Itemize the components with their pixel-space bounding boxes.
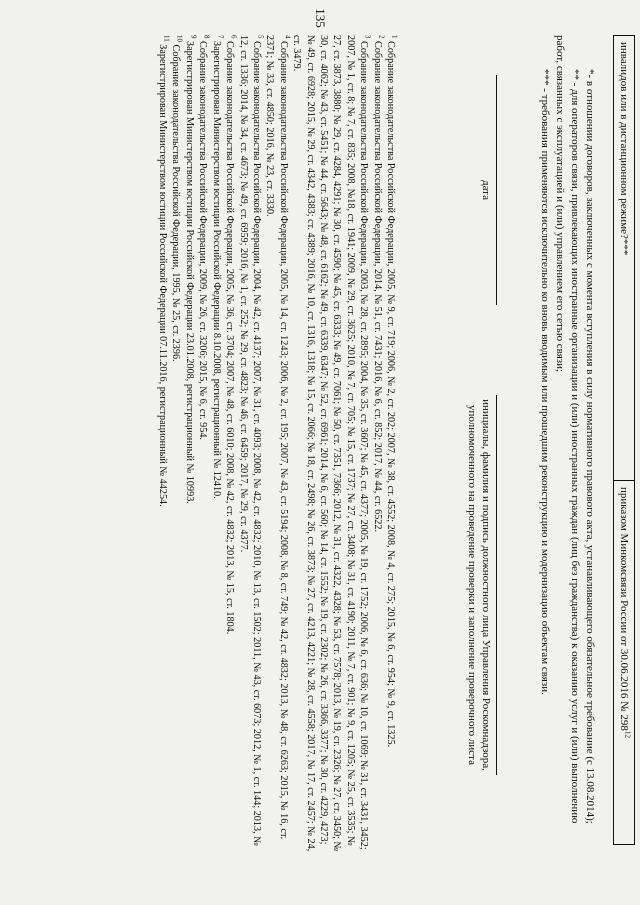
footnote-2: $^2$ Собрание законодательства Российской Федерации, 2014, № 51, ст. 7431; 2016, № 6, ст. 852; 2017, № 44, ст. 6522.	[371, 35, 385, 533]
footnote-1: $^1$ Собрание законодательства Российской Федерации, 2005, № 9, ст. 719; 2006, № 2, ст. 202; 2007, № 38, ст. 4552; 2008, № 4, ст. 275; 2015, № 6, ст. 954; № 9, ст. 1325.	[385, 35, 399, 748]
footnote-7: $^7$ Зарегистрирован Министерством юстиции Российской Федерации 8.10.2008, регистрационный № 12410.	[210, 35, 225, 499]
official-caption: инициалы, фамилия и подпись должностного лица Управления Роскомнадзора, уполномоченного на проведение проверки и заполнение проверочного листа	[466, 399, 492, 771]
footnote-10: $^{10}$ Собрание законодательства Российской Федерации, 1995, № 25, ст. 2396.	[170, 35, 184, 362]
footnote-6: $^6$ Собрание законодательства Российской Федерации, 2005, № 36, ст. 3704; 2007, № 48, ст. 6010; 2008, № 42, ст. 4832; 2013, № 15, ст. 1804.	[224, 35, 238, 635]
footnote-8: $^8$ Собрание законодательства Российской Федерации, 2009, № 26, ст. 3206; 2015, № 6, ст. 954.	[197, 35, 211, 440]
signature-block	[397, 35, 507, 845]
footnote-ref: 12	[623, 730, 632, 738]
note-2: ** - для операторов связи, привлекающих иностранные организации и (или) иностранных граждан (лиц без гражданства) к оказанию услуг и (или) выполнению работ, связанных с эксплуатацией и (или) управлением его сетью связи;	[554, 35, 581, 824]
footnote-4: $^4$ Собрание законодательства Российской Федерации, 2005, № 14, ст. 1243; 2006, № 2, ст. 195; 2007, № 43, ст. 5194; 2008, № 8, ст. 749; № 42, ст. 4832; 2013, № 48, ст. 6263; 2015, № 16, ст. 2371; № 33, ст. 4850; 2016, № 23, ст. 3330.	[264, 35, 292, 840]
note-1: *- в отношении договоров, заключенных с момента вступления в силу нормативного правового акта, устанавливающего обязательное требование (с 13.08.2014);	[584, 69, 596, 824]
page-number: 135	[313, 8, 328, 28]
reference-text: приказом Минкомсвязи России от 30.06.2016 № 298	[618, 486, 630, 731]
asterisk-notes	[537, 35, 597, 845]
footnotes	[156, 35, 397, 855]
question-cell: инвалидов или в дистанционном режиме?***	[614, 36, 635, 481]
rotated-page-content	[75, 35, 635, 870]
footnote-11: $^{11}$ Зарегистрирован Министерством юстиции Российской Федерации 07.11.2016, регистрационный № 44254.	[157, 35, 171, 507]
signature-line	[496, 395, 497, 775]
footnote-9: $^9$ Зарегистрирован Министерством юстиции Российской Федерации 23.01.2008, регистрационный № 10993.	[183, 35, 198, 504]
note-3: *** - требования применяются исключительно ко вновь вводимым или прошедшим реконструкцию и модернизацию объектам связи.	[539, 69, 551, 695]
date-line	[496, 75, 497, 305]
table-row	[614, 36, 635, 845]
reference-cell	[614, 480, 635, 844]
footnote-5: $^5$ Собрание законодательства Российской Федерации, 2004, № 42, ст. 4137; 2007, № 31, ст. 4093; 2008, № 42, ст. 4832; 2010, № 13, ст. 1502; 2011, № 43, ст. 6073; 2012, № 1, ст. 144; 2013, № 12, ст. 1336; 2014, № 34, ст. 4673; № 49, ст. 6959; 2016, № 1, ст. 252; № 29, ст. 4823; № 46, ст. 6459; 2017, № 29, ст. 4377.	[237, 35, 265, 846]
checklist-table-fragment	[613, 35, 635, 845]
footnote-3: $^3$ Собрание законодательства Российской Федерации, 2003, № 28, ст. 2895; 2004, № 35, ст. 3607; № 45, ст. 4377; 2005, № 19, ст. 1752; 2006, № 6, ст. 636; № 10, ст. 1069; № 31, ст. 3431, 3452; 2007, № 1, ст. 8; № 7, ст. 835; 2008, №18, ст. 1941; 2009, № 29, ст. 3625; 2010, № 7, ст. 705; № 15, ст. 1737; № 27, ст. 3408; № 31, ст. 4190; 2011, № 7, ст. 901; № 9, ст. 1205; № 25, ст. 3535; № 27, ст. 3873, 3880; № 29, ст. 4284, 4291; № 30, ст. 4590; № 45, ст. 6333; № 49, ст. 7061; № 50, ст. 7351, 7366; 2012, № 31, ст. 4322, 4328; № 53, ст. 7578; 2013, № 19, ст. 2326; № 27, ст. 3450; № 30, ст. 4062; № 43, ст. 5451; № 44, ст. 5643; № 48, ст. 6162; № 49, ст. 6339, 6347; № 52, ст. 6961; 2014, № 6, ст. 560; № 14, ст. 1552; № 19, ст. 2302; № 26, ст. 3366, 3377; № 30, ст. 4229, 4273; № 49, ст. 6928; 2015, № 29, ст. 4342, 4383; ст. 4389; 2016, № 10, ст. 1316, 1318; № 15, ст. 2066; № 18, ст. 2498; № 26, ст. 3873; № 27, ст. 4213, 4221; № 28, ст. 4558; 2017, № 17, ст. 2457; № 24, ст. 3479.	[291, 35, 372, 852]
date-caption: дата	[480, 179, 492, 201]
